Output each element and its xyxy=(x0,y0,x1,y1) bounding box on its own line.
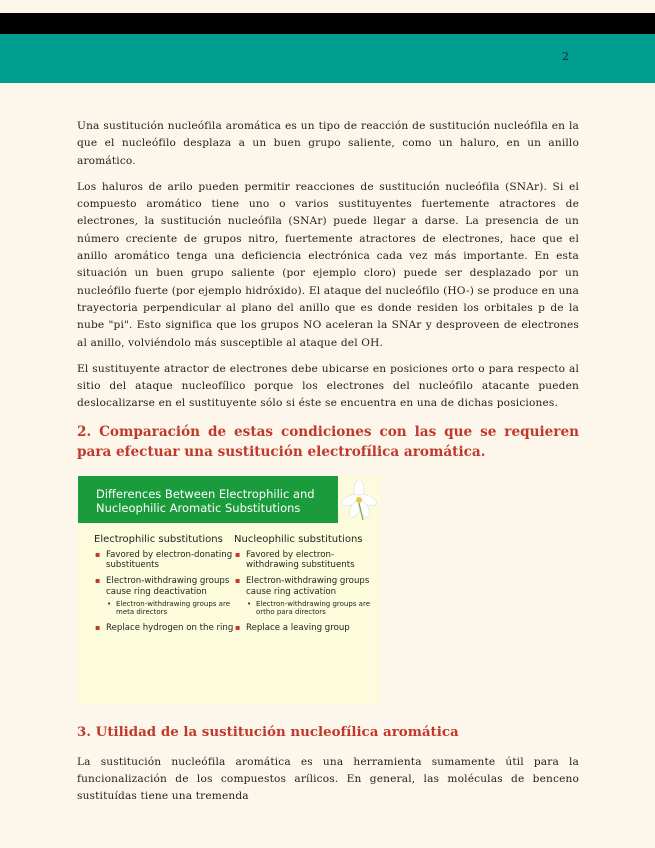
list-item: ▪ Replace hydrogen on the ring xyxy=(94,623,234,634)
list-subitem: • Electron-withdrawing groups are ortho para directors xyxy=(234,600,376,616)
slide-title-bar xyxy=(78,476,338,523)
comparison-slide-image xyxy=(78,476,380,704)
nucleophilic-heading: Nucleophilic substitutions xyxy=(234,533,363,545)
page-number: 2 xyxy=(562,50,569,63)
electrophilic-column xyxy=(94,534,234,638)
section-heading-3: 3. Utilidad de la sustitución nucleofílica aromática xyxy=(77,723,459,740)
list-item: ▪ Electron-withdrawing groups cause ring deactivation xyxy=(94,576,234,597)
list-subitem: • Electron-withdrawing groups are meta directors xyxy=(94,600,234,616)
list-item: ▪ Favored by electron-withdrawing substituents xyxy=(234,550,376,571)
paragraph-ortho-para: El sustituyente atractor de electrones debe ubicarse en posiciones orto o para respecto al sitio del ataque nucleofílico porque los electrones del nucleófilo atacante pueden deslocalizarse en el sustituyente sólo si éste se encuentra en una de dichas posiciones. xyxy=(77,362,579,410)
paragraph-utility: La sustitución nucleófila aromática es una herramienta sumamente útil para la funcionalización de los compuestos arílicos. En general, las moléculas de benceno sustituídas tiene una tremenda xyxy=(77,755,579,803)
list-item: ▪ Replace a leaving group xyxy=(234,623,376,634)
list-item: ▪ Electron-withdrawing groups cause ring activation xyxy=(234,576,376,597)
electrophilic-heading: Electrophilic substitutions xyxy=(94,533,223,545)
list-item: ▪ Favored by electron-donating substituents xyxy=(94,550,234,571)
section-heading-2: 2. Comparación de estas condiciones con las que se requieren para efectuar una sustitución electrofílica aromática. xyxy=(77,423,579,460)
slide-title: Differences Between Electrophilic and Nucleophilic Aromatic Substitutions xyxy=(96,486,315,516)
top-black-bar xyxy=(0,13,655,34)
paragraph-aryl-halides: Los haluros de arilo pueden permitir reacciones de sustitución nucleófila (SNAr). Si el compuesto aromático tiene uno o varios sustituyentes fuertemente atractores de electrones, la sustitución nucleófila (SNAr) puede llegar a darse. La presencia de un número creciente de grupos nitro, fuertemente atractores de electrones, hace que el anillo aromático tenga una deficiencia electrónica cada vez más importante. En esta situación un buen grupo saliente (por ejemplo cloro) puede ser desplazado por un nucleófilo fuerte (por ejemplo hidróxido). El ataque del nucleófilo (HO-) se produce en una trayectoria perpendicular al plano del anillo que es donde residen los orbitales p de la nube "pi". Esto significa que los grupos NO aceleran la SNAr y desproveen de electrones al anillo, volviéndolo más susceptible al ataque del OH. xyxy=(77,180,579,349)
paragraph-intro: Una sustitución nucleófila aromática es un tipo de reacción de sustitución nucleófila en la que el nucleófilo desplaza a un buen grupo saliente, como un haluro, en un anillo aromático. xyxy=(77,120,579,167)
flower-icon xyxy=(340,478,378,522)
header-teal-bar xyxy=(0,34,655,83)
page-content xyxy=(77,118,579,815)
nucleophilic-column xyxy=(234,534,376,638)
